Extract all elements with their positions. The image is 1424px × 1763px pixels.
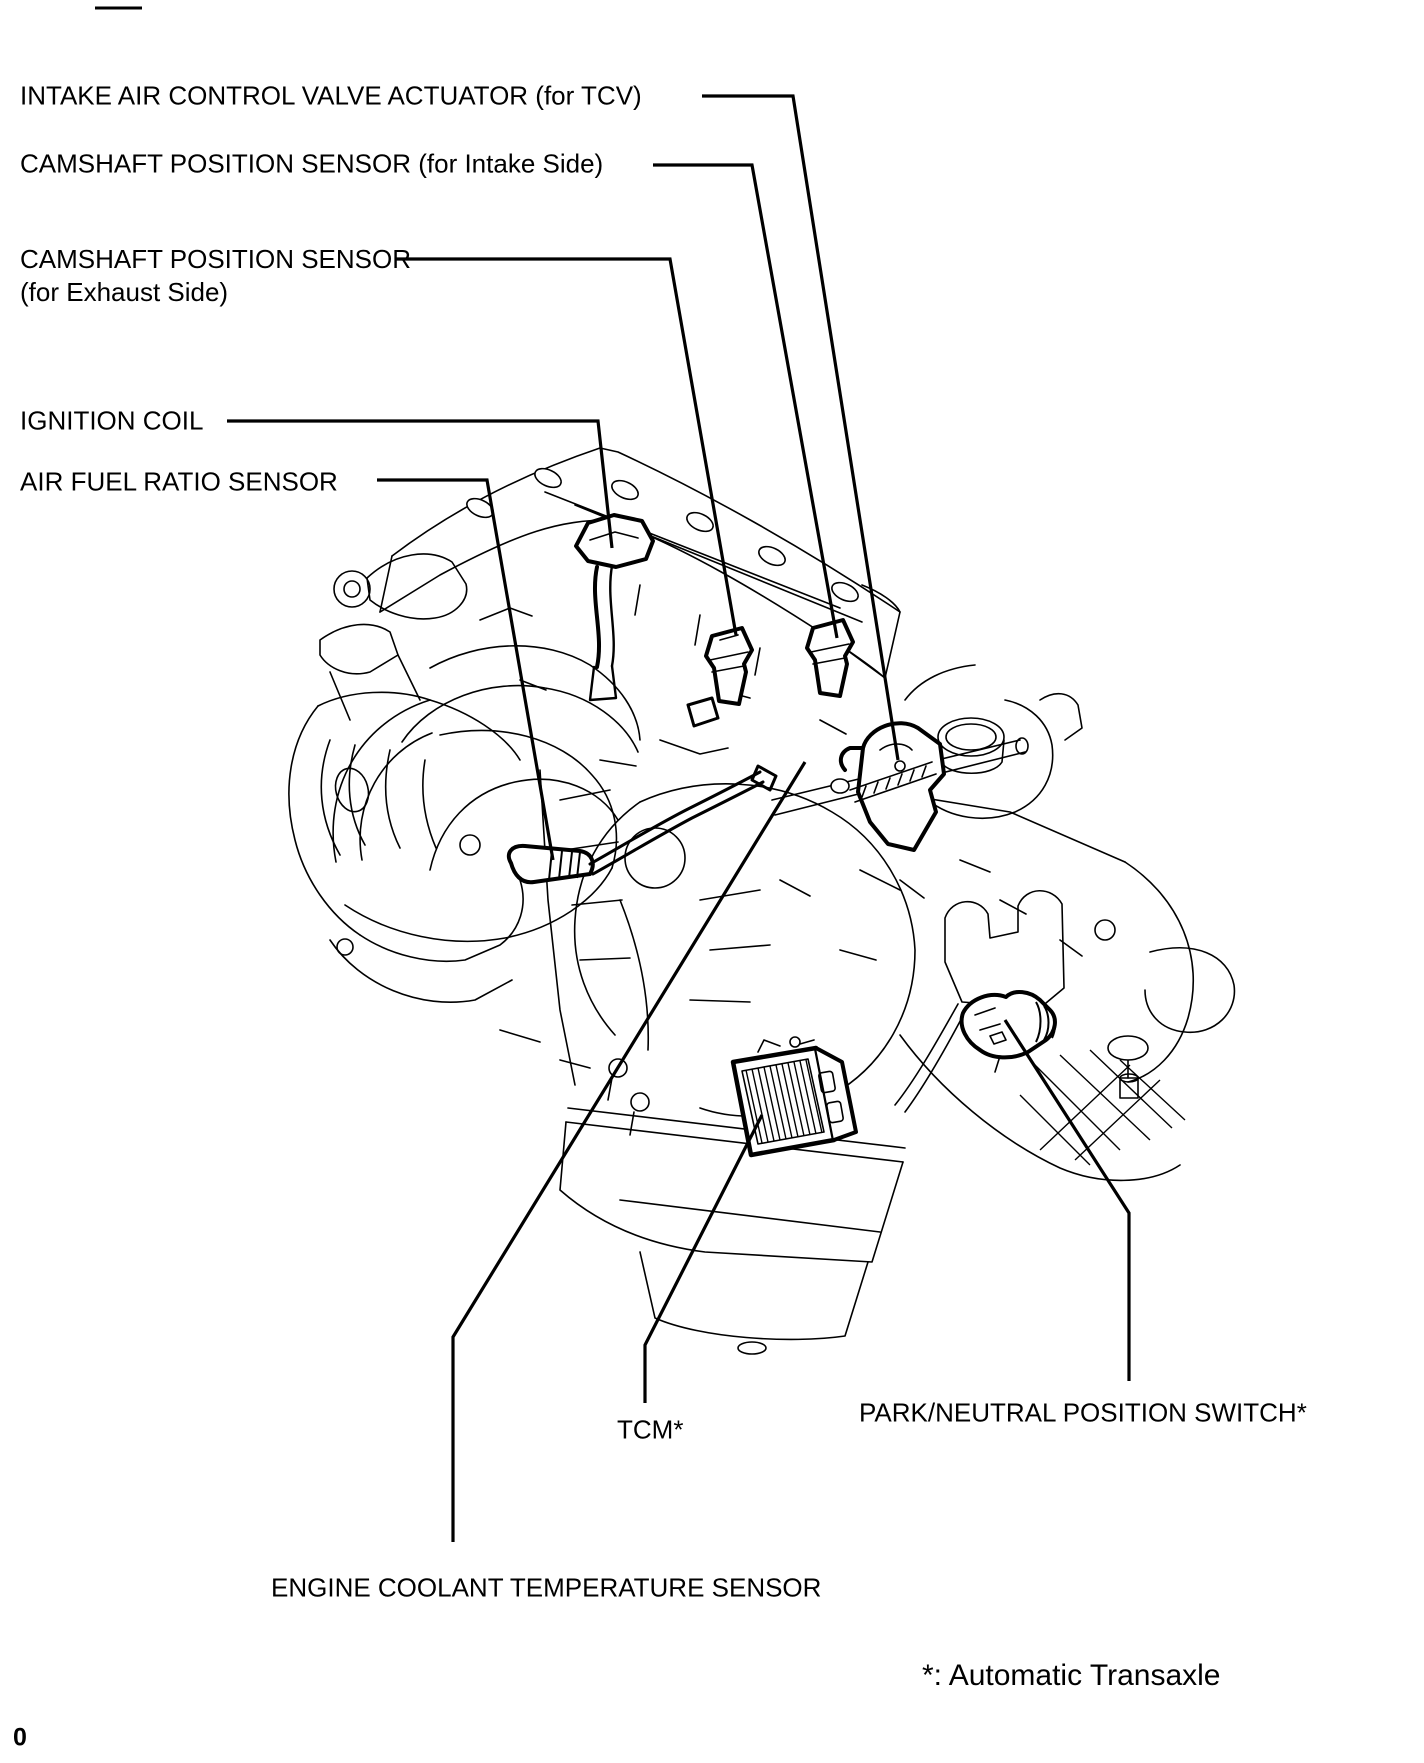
label-camshaft-position-sensor-intake: CAMSHAFT POSITION SENSOR (for Intake Side): [20, 148, 604, 179]
leader-line-tcm: [645, 1115, 762, 1403]
label-camshaft-position-sensor-exhaust: [20, 243, 411, 309]
intake-air-control-valve-actuator-drawing: [841, 723, 944, 850]
footnote-automatic-transaxle: *: Automatic Transaxle: [922, 1659, 1221, 1692]
engine-line-art: [289, 448, 1235, 1354]
label-tcm: TCM*: [617, 1414, 684, 1445]
ignition-coil-drawing: [576, 515, 653, 700]
leader-line-air-fuel-ratio-sensor: [377, 480, 553, 860]
label-line-2: (for Exhaust Side): [20, 277, 229, 307]
page-number: 0: [13, 1723, 27, 1752]
leader-line-park-neutral-position-switch: [1005, 1020, 1129, 1381]
label-line-1: CAMSHAFT POSITION SENSOR: [20, 244, 412, 274]
label-air-fuel-ratio-sensor: AIR FUEL RATIO SENSOR: [20, 466, 338, 497]
air-fuel-ratio-sensor-drawing: [509, 698, 776, 882]
label-engine-coolant-temperature-sensor: ENGINE COOLANT TEMPERATURE SENSOR: [271, 1572, 822, 1603]
park-neutral-position-switch-drawing: [962, 992, 1055, 1072]
label-intake-air-control-valve-actuator: INTAKE AIR CONTROL VALVE ACTUATOR (for TCV): [20, 80, 642, 111]
leader-line-camshaft-position-sensor-exhaust: [395, 259, 736, 635]
label-park-neutral-position-switch: PARK/NEUTRAL POSITION SWITCH*: [859, 1397, 1307, 1428]
label-ignition-coil: IGNITION COIL: [20, 405, 204, 436]
leader-line-camshaft-position-sensor-intake: [653, 165, 837, 638]
camshaft-position-sensor-intake-drawing: [807, 620, 853, 696]
camshaft-position-sensor-exhaust-drawing: [706, 628, 752, 704]
